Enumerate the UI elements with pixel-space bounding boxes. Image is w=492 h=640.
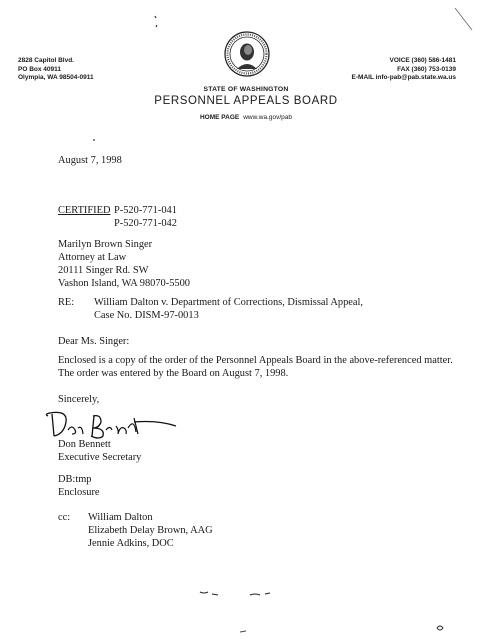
cc-recipient: William Dalton bbox=[88, 512, 153, 523]
cc-recipient: Jennie Adkins, DOC bbox=[88, 538, 174, 549]
contact-voice: VOICE (360) 586-1481 bbox=[389, 57, 456, 64]
salutation: Dear Ms. Singer: bbox=[58, 336, 130, 347]
board-title: PERSONNEL APPEALS BOARD bbox=[154, 95, 338, 107]
cc-label: cc: bbox=[58, 512, 71, 523]
certified-label: CERTIFIED bbox=[58, 205, 111, 216]
address-line: 2828 Capitol Blvd. bbox=[18, 57, 74, 64]
closing: Sincerely, bbox=[58, 394, 100, 405]
re-line: Case No. DISM-97-0013 bbox=[94, 310, 199, 321]
re-line: William Dalton v. Department of Corrections, Dismissal Appeal, bbox=[94, 297, 364, 308]
recipient-line: 20111 Singer Rd. SW bbox=[58, 265, 149, 276]
re-label: RE: bbox=[58, 297, 75, 308]
state-name: STATE OF WASHINGTON bbox=[203, 86, 289, 93]
cc-recipient: Elizabeth Delay Brown, AAG bbox=[88, 525, 213, 536]
address-line: Olympia, WA 98504-0911 bbox=[18, 74, 94, 81]
body-line: The order was entered by the Board on August 7, 1998. bbox=[58, 368, 289, 379]
typist-initials: DB:tmp bbox=[58, 474, 92, 485]
certified-number: P-520-771-042 bbox=[114, 218, 177, 229]
recipient-line: Attorney at Law bbox=[58, 252, 127, 263]
certified-number: P-520-771-041 bbox=[114, 205, 177, 216]
recipient-line: Vashon Island, WA 98070-5500 bbox=[58, 278, 190, 289]
body-line: Enclosed is a copy of the order of the Personnel Appeals Board in the above-referenced matter. bbox=[58, 355, 453, 366]
letter-date: August 7, 1998 bbox=[58, 155, 122, 166]
homepage-url: www.wa.gov/pab bbox=[243, 114, 293, 121]
address-line: PO Box 40911 bbox=[18, 65, 61, 73]
signer-title: Executive Secretary bbox=[58, 452, 142, 463]
contact-email: E-MAIL info-pab@pab.state.wa.us bbox=[351, 74, 456, 81]
recipient-line: Marilyn Brown Singer bbox=[58, 239, 153, 250]
enclosure-note: Enclosure bbox=[58, 487, 100, 498]
contact-fax: FAX (360) 753-0139 bbox=[397, 65, 456, 73]
signer-name: Don Bennett bbox=[58, 439, 111, 450]
homepage-label: HOME PAGE bbox=[199, 114, 240, 121]
